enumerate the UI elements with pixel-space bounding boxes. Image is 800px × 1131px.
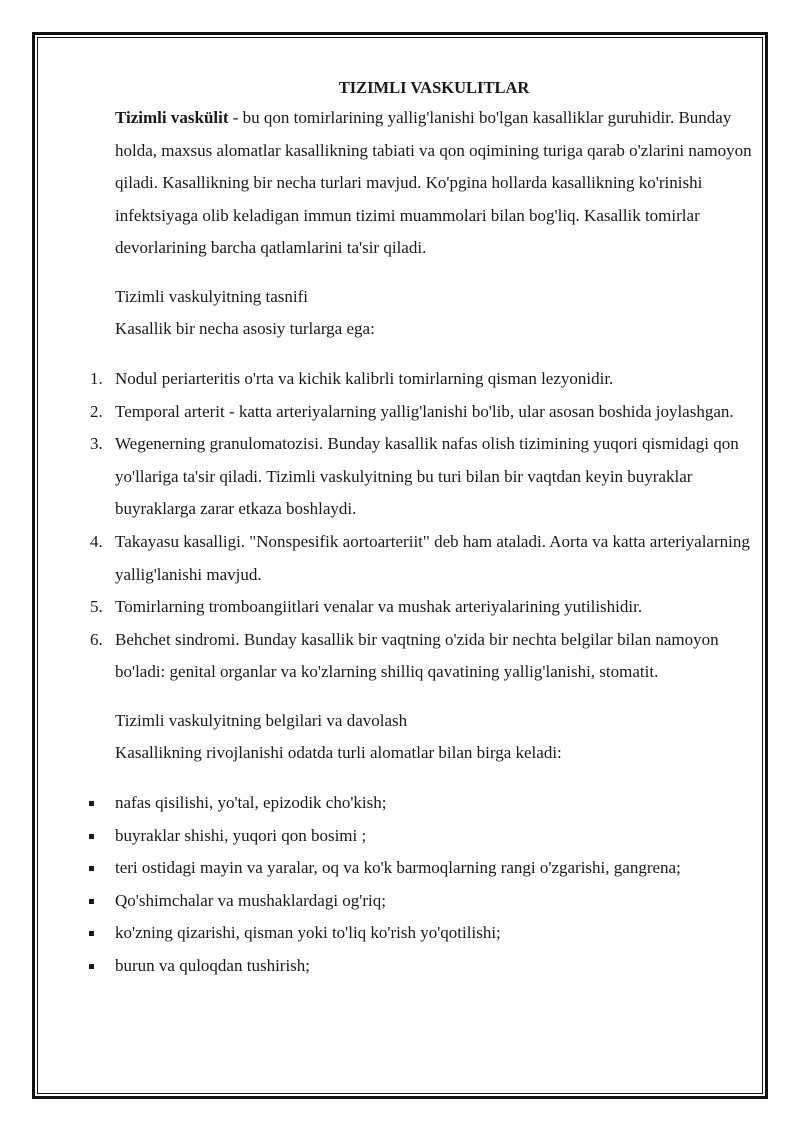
bullet-item-text: nafas qisilishi, yo'tal, epizodik cho'kish; [115,792,387,812]
symptoms-heading: Tizimli vaskulyitning belgilari va davolash [115,710,408,730]
list-item [80,396,752,429]
list-item-text: Behchet sindromi. Bunday kasallik bir vaqtning o'zida bir nechta belgilar bilan namoyon bo'ladi: genital organlar va ko'zlarning shilliq qavatining yallig'lanishi, stomatit. [115,629,719,682]
symptoms-list [80,787,752,983]
document-title: TIZIMLI VASKULITLAR [338,78,530,97]
intro-term: Tizimli vaskülit [115,108,229,127]
bullet-icon [89,801,94,806]
bullet-item-text: burun va quloqdan tushirish; [115,955,311,975]
bullet-item [80,950,752,983]
bullet-item [80,852,752,885]
list-item [80,526,752,591]
bullet-item-text: Qo'shimchalar va mushaklardagi og'riq; [115,890,386,910]
list-item-number: 6. [90,629,103,649]
list-item-number: 2. [90,401,103,421]
bullet-icon [89,834,94,839]
bullet-icon [89,866,94,871]
classification-heading: Tizimli vaskulyitning tasnifi [115,286,308,306]
list-item-text: Tomirlarning tromboangiitlari venalar va mushak arteriyalarining yutilishidir. [115,597,643,617]
list-item-text: Temporal arterit - katta arteriyalarning yallig'lanishi bo'lib, ular asosan boshida joylashgan. [115,401,734,421]
list-item-number: 4. [90,531,103,551]
bullet-item-text: buyraklar shishi, yuqori qon bosimi ; [115,825,367,845]
intro-paragraph [80,102,752,265]
bullet-item [80,917,752,950]
bullet-icon [89,931,94,936]
intro-text: - bu qon tomirlarining yallig'lanishi bo'lgan kasalliklar guruhidir. Bunday holda, maxsus alomatlar kasallikning tabiati va qon oqimining turiga qarab o'zlarini namoyon qiladi. Kasallikning bir necha turlari mavjud. Ko'pgina hollarda kasallikning ko'rinishi infektsiyaga olib keladigan immun tizimi muammolari bilan bog'liq. Kasallik tomirlar devorlarining barcha qatlamlarini ta'sir qiladi. [115,108,752,258]
bullet-item [80,787,752,820]
classification-lead: Kasallik bir necha asosiy turlarga ega: [115,318,375,338]
document-body [80,74,752,982]
list-item [80,624,752,689]
bullet-icon [89,899,94,904]
list-item [80,428,752,526]
list-item-text: Wegenerning granulomatozisi. Bunday kasallik nafas olish tizimining yuqori qismidagi qon yo'llariga ta'sir qiladi. Tizimli vaskulyitning bu turi bilan bir vaqtdan keyin buyraklar buyraklarga zarar etkaza boshlaydi. [115,434,739,519]
symptoms-lead: Kasallikning rivojlanishi odatda turli alomatlar bilan birga keladi: [115,742,562,762]
list-item-text: Nodul periarteritis o'rta va kichik kalibrli tomirlarning qisman lezyonidir. [115,368,614,388]
list-item-text: Takayasu kasalligi. "Nonspesifik aortoarteriit" deb ham ataladi. Aorta va katta arteriyalarning yallig'lanishi mavjud. [115,531,750,584]
list-item-number: 3. [90,434,103,454]
list-item-number: 1. [90,368,103,388]
list-item-number: 5. [90,597,103,617]
list-item [80,591,752,624]
list-item [80,363,752,396]
classification-list [80,363,752,689]
bullet-icon [89,964,94,969]
bullet-item [80,820,752,853]
bullet-item-text: ko'zning qizarishi, qisman yoki to'liq ko'rish yo'qotilishi; [115,923,501,943]
bullet-item [80,885,752,918]
bullet-item-text: teri ostidagi mayin va yaralar, oq va ko'k barmoqlarning rangi o'zgarishi, gangrena; [115,858,681,878]
